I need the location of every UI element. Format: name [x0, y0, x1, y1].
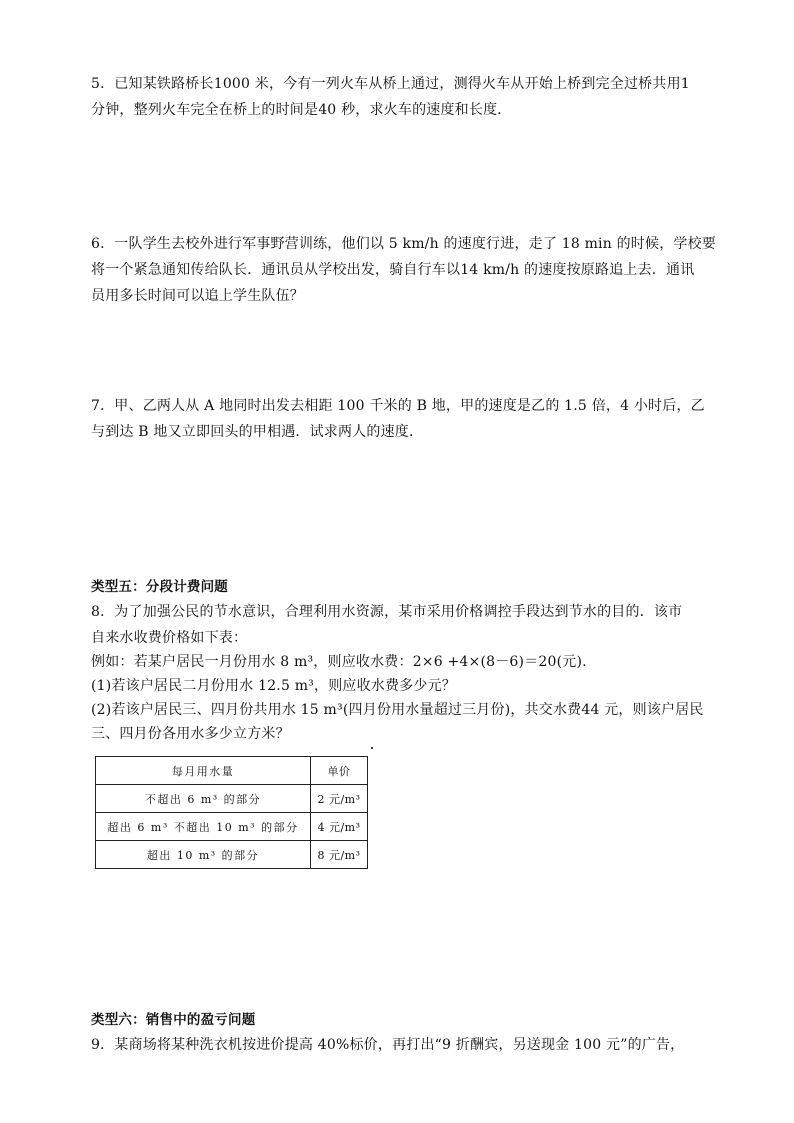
q8-line-1: 8．为了加强公民的节水意识，合理利用水资源，某市采用价格调控手段达到节水的目的．该市	[91, 604, 683, 620]
q6-line-2: 将一个紧急通知传给队长．通讯员从学校出发，骑自行车以14 km/h 的速度按原路追上去．通讯	[91, 262, 695, 278]
q9-line-1: 9．某商场将某种洗衣机按进价提高 40%标价，再打出“9 折酬宾，另送现金 100 元”的广告，	[91, 1037, 685, 1053]
table-row	[96, 841, 368, 869]
section-6-heading: 类型六：销售中的盈亏问题	[91, 1012, 256, 1028]
q7-line-2: 与到达 B 地又立即回头的甲相遇．试求两人的速度．	[91, 424, 424, 440]
q5-line-1: 5．已知某铁路桥长1000 米，今有一列火车从桥上通过，测得火车从开始上桥到完全过桥共用1	[91, 76, 690, 92]
table-row	[96, 813, 368, 841]
q8-line-2: 自来水收费价格如下表：	[91, 630, 248, 646]
q7-line-1: 7．甲、乙两人从 A 地同时出发去相距 100 千米的 B 地，甲的速度是乙的 1.5 倍，4 小时后，乙	[91, 398, 705, 414]
table-row	[96, 785, 368, 813]
row-price: 4 元/m³	[311, 813, 368, 841]
row-price: 8 元/m³	[311, 841, 368, 869]
q8-example: 例如：若某户居民一月份用水 8 m³，则应收水费：2×6 +4×(8－6)＝20(元).	[91, 654, 587, 670]
row-usage: 超出 10 m³ 的部分	[96, 841, 311, 869]
water-fee-table	[95, 756, 368, 869]
row-usage: 不超出 6 m³ 的部分	[96, 785, 311, 813]
stray-dot	[371, 747, 373, 749]
header-usage: 每月用水量	[96, 757, 311, 785]
q6-line-3: 员用多长时间可以追上学生队伍？	[91, 288, 304, 304]
header-price: 单价	[311, 757, 368, 785]
q8-part-1: (1)若该户居民二月份用水 12.5 m³，则应收水费多少元？	[91, 678, 456, 694]
q8-part-2-line-2: 三、四月份各用水多少立方米？	[91, 726, 290, 742]
q5-line-2: 分钟，整列火车完全在桥上的时间是40 秒，求火车的速度和长度．	[91, 102, 512, 118]
table-header-row	[96, 757, 368, 785]
row-usage: 超出 6 m³ 不超出 10 m³ 的部分	[96, 813, 311, 841]
row-price: 2 元/m³	[311, 785, 368, 813]
q6-line-1: 6．一队学生去校外进行军事野营训练，他们以 5 km/h 的速度行进，走了 18 min 的时候，学校要	[91, 236, 716, 252]
section-5-heading: 类型五：分段计费问题	[91, 579, 228, 595]
q8-part-2-line-1: (2)若该户居民三、四月份共用水 15 m³(四月份用水量超过三月份)，共交水费44 元，则该户居民	[91, 702, 704, 718]
